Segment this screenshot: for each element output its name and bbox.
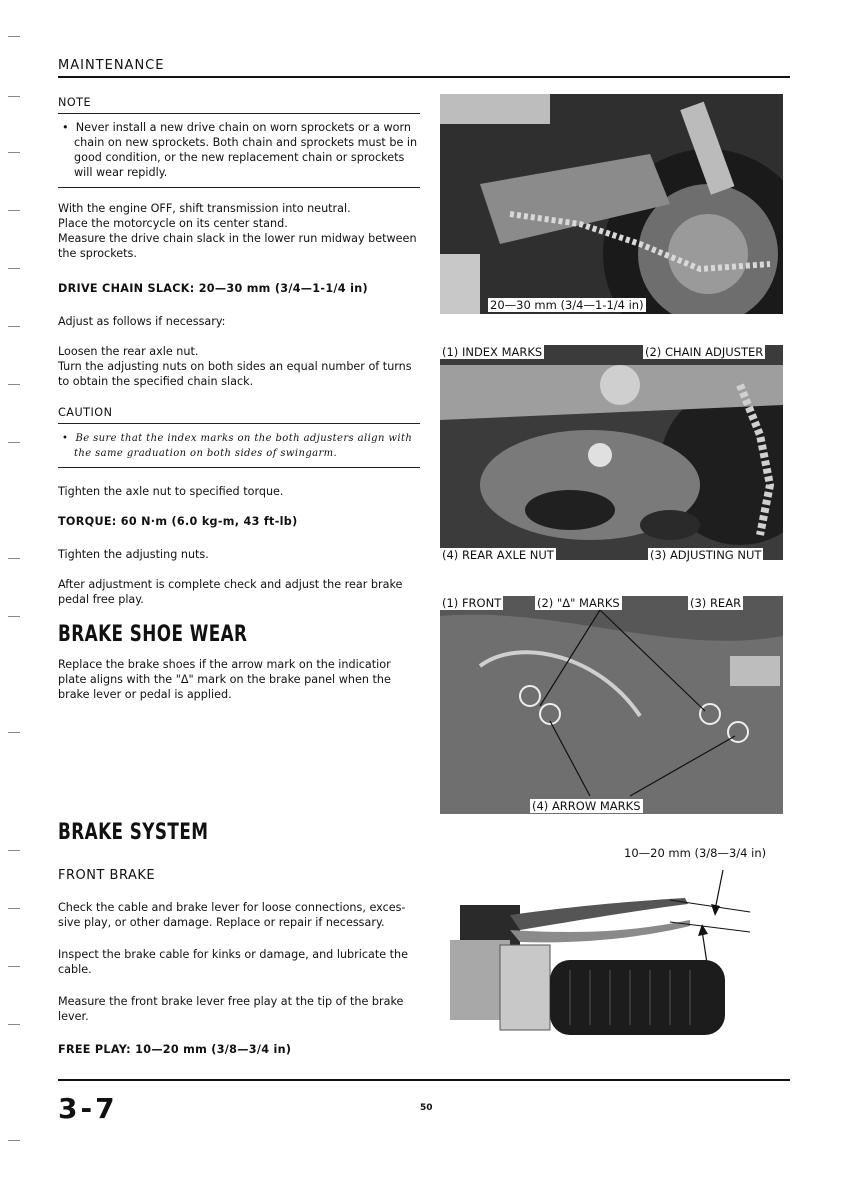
header-rule — [58, 76, 790, 78]
brake-freeplay-text: Measure the front brake lever free play at the tip of the brake lever. — [58, 995, 404, 1023]
brake-system-title: BRAKE SYSTEM — [58, 820, 209, 845]
caution-bullet-text: Be sure that the index marks on the both adjusters align with the same graduation on both sides of swingarm. — [74, 433, 413, 459]
brake-shoe-text: Replace the brake shoes if the arrow mark on the indicatior plate aligns with the "Δ" mark on the brake panel when the brake lever or pedal is applied. — [58, 658, 391, 701]
chain-adjuster-illustration — [440, 345, 783, 560]
chain-procedure — [58, 201, 422, 261]
caution-rule-top — [58, 423, 420, 424]
brake-lever-illustration — [440, 860, 783, 1060]
section-header: MAINTENANCE — [58, 58, 165, 73]
chain-step-neutral: With the engine OFF, shift transmission into neutral. — [58, 202, 351, 215]
scan-mark — [8, 558, 20, 559]
chain-step-turn: Turn the adjusting nuts on both sides an equal number of turns to obtain the specified chain slack. — [58, 360, 412, 388]
triangle-marks-label: (2) "Δ" MARKS — [537, 596, 620, 610]
scan-mark — [8, 384, 20, 385]
scan-mark — [8, 1140, 20, 1141]
rear-label: (3) REAR — [690, 596, 742, 610]
chain-step-measure: Measure the drive chain slack in the lower run midway between the sprockets. — [58, 232, 417, 260]
chain-step-loosen: Loosen the rear axle nut. — [58, 345, 199, 358]
chain-adjust-steps — [58, 344, 422, 389]
brake-shoe-title: BRAKE SHOE WEAR — [58, 622, 248, 647]
tighten-nuts: Tighten the adjusting nuts. — [58, 548, 209, 561]
chain-slack-spec: DRIVE CHAIN SLACK: 20—30 mm (3/4—1-1/4 in) — [58, 282, 368, 295]
front-brake-subtitle: FRONT BRAKE — [58, 868, 156, 883]
chain-step-stand: Place the motorcycle on its center stand. — [58, 217, 288, 230]
rear-axle-nut-label: (4) REAR AXLE NUT — [442, 548, 554, 562]
note-rule-top — [58, 113, 420, 114]
chain-slack-caption: 20—30 mm (3/4—1-1/4 in) — [490, 298, 644, 312]
caution-text — [58, 431, 422, 461]
note-bullet-text: Never install a new drive chain on worn sprockets or a worn chain on new sprockets. Both chain and sprockets must be in good condition, or the new replacement chain or sprockets will wear repidly. — [74, 121, 418, 179]
note-rule-bottom — [58, 187, 420, 188]
scan-mark — [8, 966, 20, 967]
scan-mark — [8, 210, 20, 211]
brake-lever-photo — [440, 860, 783, 1060]
chain-adjust-intro: Adjust as follows if necessary: — [58, 315, 226, 328]
scan-mark — [8, 616, 20, 617]
sheet-number: 50 — [420, 1103, 433, 1113]
free-play-caption: 10—20 mm (3/8—3/4 in) — [624, 846, 767, 860]
front-label: (1) FRONT — [442, 596, 502, 610]
note-bullet: • Never install a new drive chain on worn sprockets or a worn chain on new sprockets. Both chain and sprockets must be in good condition, or the new replacement chain or sprockets will wear repidly. — [62, 121, 418, 179]
index-marks-label: (1) INDEX MARKS — [442, 345, 543, 359]
scan-mark — [8, 850, 20, 851]
scan-mark — [8, 326, 20, 327]
scan-mark — [8, 268, 20, 269]
free-play-spec: FREE PLAY: 10—20 mm (3/8—3/4 in) — [58, 1043, 292, 1056]
chain-adjuster-photo — [440, 345, 783, 560]
page-number: 3-7 — [58, 1092, 118, 1125]
brake-marks-illustration — [440, 596, 783, 814]
footer-rule — [58, 1079, 790, 1081]
chain-slack-photo — [440, 94, 783, 314]
arrow-marks-label: (4) ARROW MARKS — [532, 799, 641, 813]
caution-label: CAUTION — [58, 406, 113, 419]
brake-check-text: Check the cable and brake lever for loose connections, exces-sive play, or other damage. Replace or repair if necessary. — [58, 901, 406, 929]
torque-spec: TORQUE: 60 N·m (6.0 kg-m, 43 ft-lb) — [58, 515, 298, 528]
brake-marks-photo — [440, 596, 783, 814]
scan-mark — [8, 1024, 20, 1025]
scan-mark — [8, 36, 20, 37]
brake-cable-text: Inspect the brake cable for kinks or damage, and lubricate the cable. — [58, 948, 409, 976]
adjusting-nut-label: (3) ADJUSTING NUT — [650, 548, 762, 562]
chain-adjuster-label: (2) CHAIN ADJUSTER — [645, 345, 764, 359]
scan-mark — [8, 908, 20, 909]
caution-bullet: • Be sure that the index marks on the both adjusters align with the same graduation on both sides of swingarm. — [62, 433, 413, 459]
note-label: NOTE — [58, 96, 92, 109]
chain-slack-illustration — [440, 94, 783, 314]
tighten-axle: Tighten the axle nut to specified torque. — [58, 485, 284, 498]
scan-mark — [8, 732, 20, 733]
scan-mark — [8, 442, 20, 443]
scan-mark — [8, 152, 20, 153]
scan-mark — [8, 96, 20, 97]
caution-rule-bottom — [58, 467, 420, 468]
note-text — [58, 120, 422, 180]
rear-brake-note: After adjustment is complete check and adjust the rear brake pedal free play. — [58, 578, 403, 606]
